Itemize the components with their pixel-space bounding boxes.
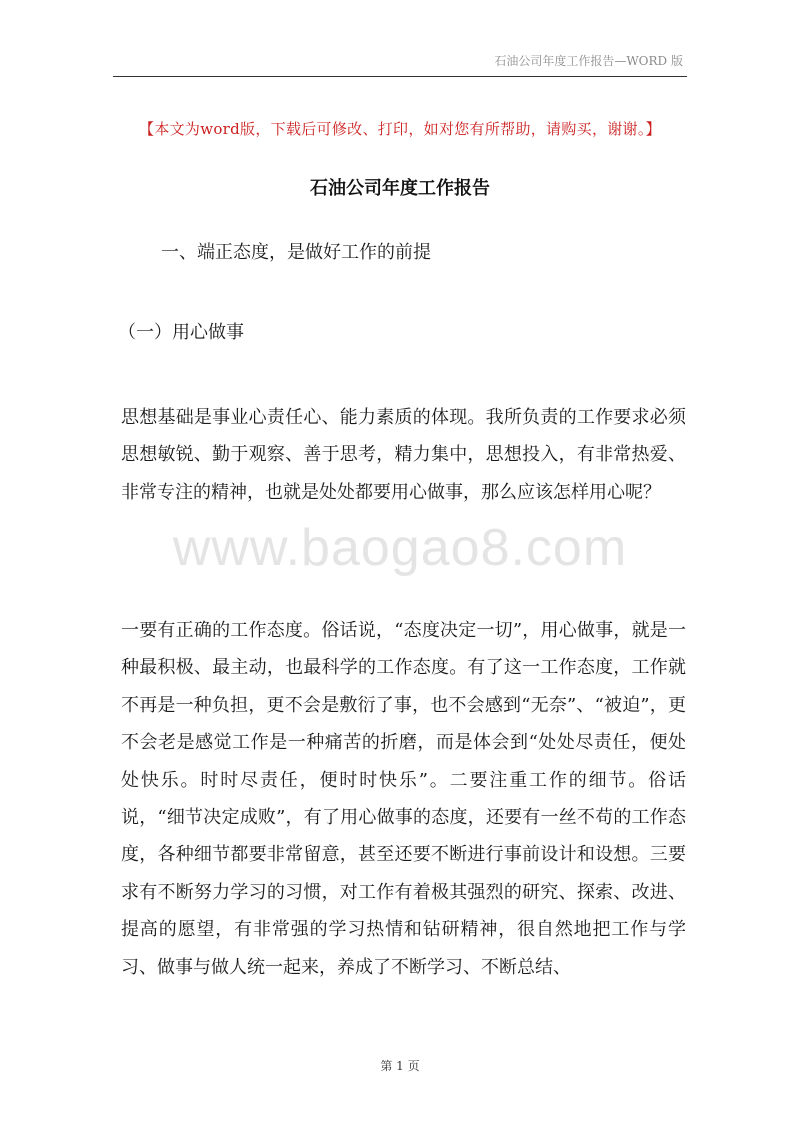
- document-title: 石油公司年度工作报告: [310, 178, 490, 199]
- purchase-notice: 【本文为word版，下载后可修改、打印，如对您有所帮助，请购买，谢谢。】: [139, 120, 661, 138]
- running-header: 石油公司年度工作报告—WORD 版: [494, 54, 683, 68]
- section-heading: 一、端正态度，是做好工作的前提: [161, 242, 431, 263]
- sub-heading: （一）用心做事: [118, 322, 244, 343]
- watermark: www.baogao8.com: [172, 519, 628, 577]
- body-paragraph: 一要有正确的工作态度。俗话说，“态度决定一切”，用心做事，就是一种最积极、最主动，也最科学的工作态度。有了这一工作态度，工作就不再是一种负担，更不会是敷衍了事，也不会感到“无奈”、“被迫”，更不会老是感觉工作是一种痛苦的折磨，而是体会到“处处尽责任，便处处快乐。时时尽责任，便时时快乐”。二要注重工作的细节。俗话说，“细节决定成败”，有了用心做事的态度，还要有一丝不苟的工作态度，各种细节都要非常留意，甚至还要不断进行事前设计和设想。三要求有不断努力学习的习惯，对工作有着极其强烈的研究、探索、改进、提高的愿望，有非常强的学习热情和钻研精神，很自然地把工作与学习、做事与做人统一起来，养成了不断学习、不断总结、: [121, 620, 686, 978]
- page-number: 第 1 页: [380, 1059, 420, 1073]
- header-divider: [113, 76, 687, 77]
- body-paragraph: 思想基础是事业心责任心、能力素质的体现。我所负责的工作要求必须思想敏锐、勤于观察、善于思考，精力集中，思想投入，有非常热爱、非常专注的精神，也就是处处都要用心做事，那么应该怎样用心呢？: [121, 407, 686, 503]
